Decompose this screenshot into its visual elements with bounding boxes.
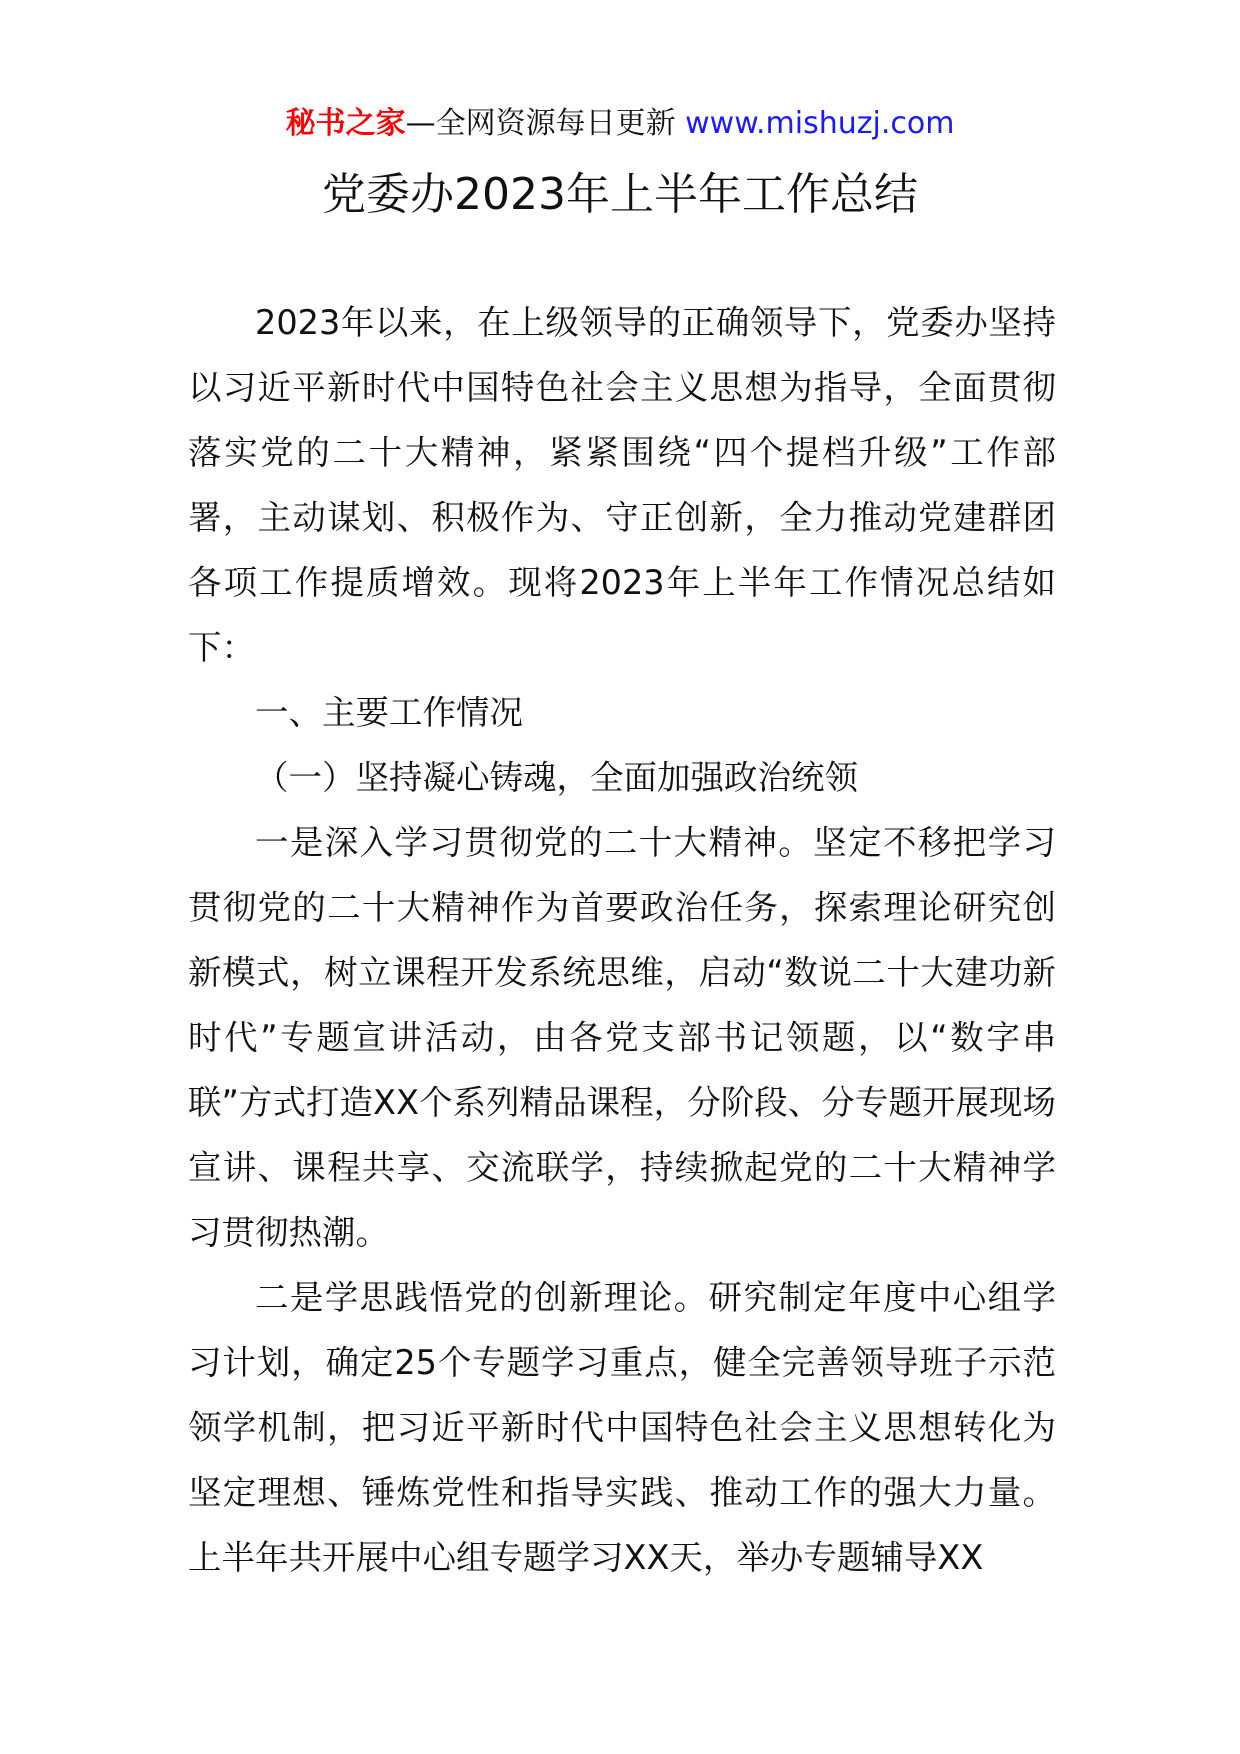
intro-paragraph: 2023年以来，在上级领导的正确领导下，党委办坚持以习近平新时代中国特色社会主义思想为指导，全面贯彻落实党的二十大精神，紧紧围绕“四个提档升级”工作部署，主动谋划、积极作为、守正创新，全力推动党建群团各项工作提质增效。现将2023年上半年工作情况总结如下： [188,303,1056,667]
section-heading: 一、主要工作情况 [255,693,523,732]
document-body [188,290,1056,1590]
document-title: 党委办2023年上半年工作总结 [322,169,918,220]
site-header [0,100,1240,148]
body-paragraph-1: 一是深入学习贯彻党的二十大精神。坚定不移把学习贯彻党的二十大精神作为首要政治任务，探索理论研究创新模式，树立课程开发系统思维，启动“数说二十大建功新时代”专题宣讲活动，由各党支部书记领题，以“数字串联”方式打造XX个系列精品课程，分阶段、分专题开展现场宣讲、课程共享、交流联学，持续掀起党的二十大精神学习贯彻热潮。 [188,823,1056,1252]
brand-name: 秘书之家 [285,106,406,141]
site-url-link[interactable]: www.mishuzj.com [685,106,955,141]
header-slogan: —全网资源每日更新 [405,106,676,141]
body-paragraph-2: 二是学思践悟党的创新理论。研究制定年度中心组学习计划，确定25个专题学习重点，健全完善领导班子示范领学机制，把习近平新时代中国特色社会主义思想转化为坚定理想、锤炼党性和指导实践、推动工作的强大力量。上半年共开展中心组专题学习XX天，举办专题辅导XX [188,1278,1056,1577]
subsection-heading: （一）坚持凝心铸魂，全面加强政治统领 [255,758,858,797]
